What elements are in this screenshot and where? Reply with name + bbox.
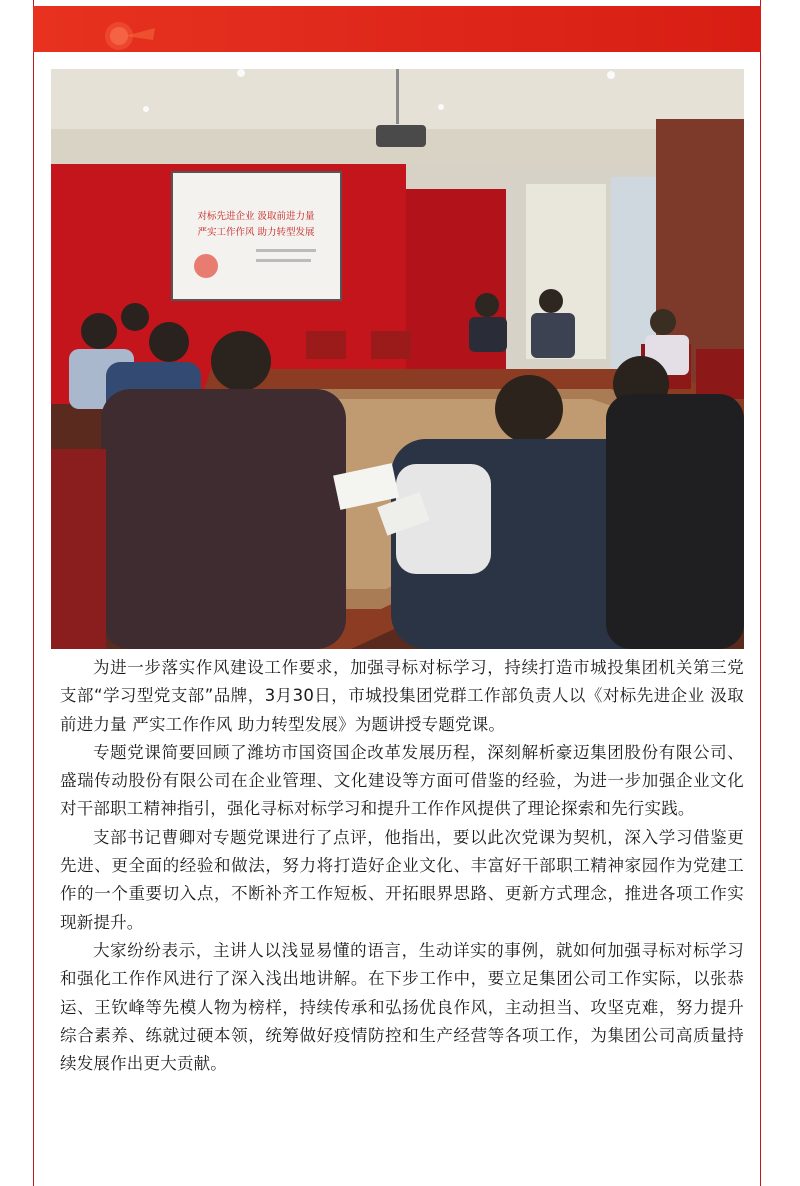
article-body bbox=[60, 654, 744, 1078]
meeting-photo bbox=[51, 69, 744, 649]
slide-title-line1: 对标先进企业 汲取前进力量 bbox=[197, 211, 315, 222]
paragraph: 为进一步落实作风建设工作要求，加强寻标对标学习，持续打造市城投集团机关第三党支部“学习型党支部”品牌，3月30日，市城投集团党群工作部负责人以《对标先进企业 汲取前进力量 严实工作作风 助力转型发展》为题讲授专题党课。 bbox=[60, 658, 744, 734]
paragraph: 支部书记曹卿对专题党课进行了点评，他指出，要以此次党课为契机，深入学习借鉴更先进、更全面的经验和做法，努力将打造好企业文化、丰富好干部职工精神家园作为党建工作的一个重要切入点，不断补齐工作短板、开拓眼界思路、更新方式理念，推进各项工作实现新提升。 bbox=[60, 827, 744, 932]
slide-title-line2: 严实工作作风 助力转型发展 bbox=[197, 227, 315, 238]
paragraph: 大家纷纷表示，主讲人以浅显易懂的语言，生动详实的事例，就如何加强寻标对标学习和强化工作作风进行了深入浅出地讲解。在下步工作中，要立足集团公司工作实际，以张恭运、王钦峰等先模人物为榜样，持续传承和弘扬优良作风，主动担当、攻坚克难，努力提升综合素养、练就过硬本领，统筹做好疫情防控和生产经营等各项工作，为集团公司高质量持续发展作出更大贡献。 bbox=[60, 940, 744, 1074]
party-emblem-icon bbox=[95, 14, 165, 54]
paragraph: 专题党课简要回顾了潍坊市国资国企改革发展历程，深刻解析豪迈集团股份有限公司、盛瑞传动股份有限公司在企业管理、文化建设等方面可借鉴的经验，为进一步加强企业文化对干部职工精神指引，强化寻标对标学习和提升工作作风提供了理论探索和先行实践。 bbox=[60, 742, 744, 819]
header-banner bbox=[33, 6, 761, 52]
